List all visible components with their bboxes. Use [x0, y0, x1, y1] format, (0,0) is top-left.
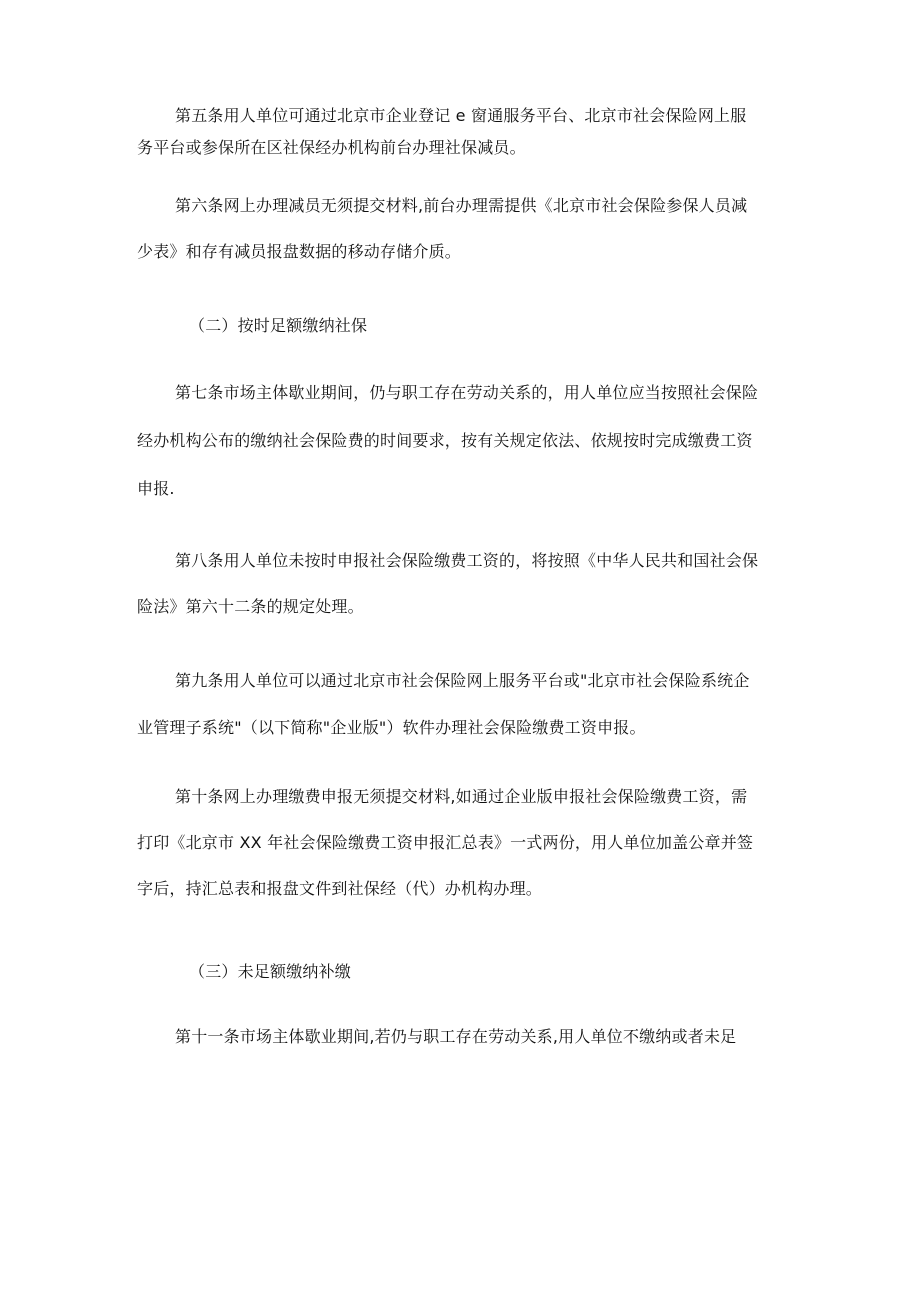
section-heading: （二）按时足额缴纳社保 — [189, 316, 368, 335]
section-3-heading — [137, 964, 783, 980]
paragraph-line: 第八条用人单位未按时申报社会保险缴费工资的，将按照《中华人民共和国社会保 — [175, 551, 759, 570]
article-5-paragraph — [137, 108, 783, 156]
paragraph-line: 申报. — [137, 479, 175, 498]
paragraph-line: 字后，持汇总表和报盘文件到社保经（代）办机构办理。 — [137, 879, 543, 898]
section-2-heading — [137, 318, 783, 334]
section-heading: （三）未足额缴纳补缴 — [189, 962, 352, 981]
paragraph-line: 第十一条市场主体歇业期间,若仍与职工存在劳动关系,用人单位不缴纳或者未足 — [175, 1027, 737, 1046]
article-11-paragraph — [137, 1029, 783, 1045]
paragraph-line: 业管理子系统"（以下简称"企业版"）软件办理社会保险缴费工资申报。 — [137, 718, 646, 737]
article-10-paragraph — [137, 789, 783, 897]
paragraph-line: 经办机构公布的缴纳社会保险费的时间要求，按有关规定依法、依规按时完成缴费工资 — [137, 431, 753, 450]
paragraph-line: 少表》和存有减员报盘数据的移动存储介质。 — [137, 242, 462, 261]
paragraph-line: 第六条网上办理减员无须提交材料,前台办理需提供《北京市社会保险参保人员减 — [175, 196, 748, 215]
paragraph-line: 打印《北京市 XX 年社会保险缴费工资申报汇总表》一式两份，用人单位加盖公章并签 — [137, 833, 754, 852]
article-9-paragraph — [137, 673, 783, 736]
paragraph-line: 第七条市场主体歇业期间，仍与职工存在劳动关系的，用人单位应当按照社会保险 — [175, 383, 759, 402]
article-8-paragraph — [137, 553, 783, 615]
article-6-paragraph — [137, 198, 783, 260]
paragraph-line: 险法》第六十二条的规定处理。 — [137, 597, 364, 616]
paragraph-line: 第九条用人单位可以通过北京市社会保险网上服务平台或"北京市社会保险系统企 — [175, 671, 750, 690]
article-7-paragraph — [137, 385, 783, 497]
paragraph-line: 第十条网上办理缴费申报无须提交材料,如通过企业版申报社会保险缴费工资，需 — [175, 787, 748, 806]
paragraph-line: 务平台或参保所在区社保经办机构前台办理社保减员。 — [137, 138, 526, 157]
paragraph-line: 第五条用人单位可通过北京市企业登记 e 窗通服务平台、北京市社会保险网上服 — [175, 106, 747, 125]
